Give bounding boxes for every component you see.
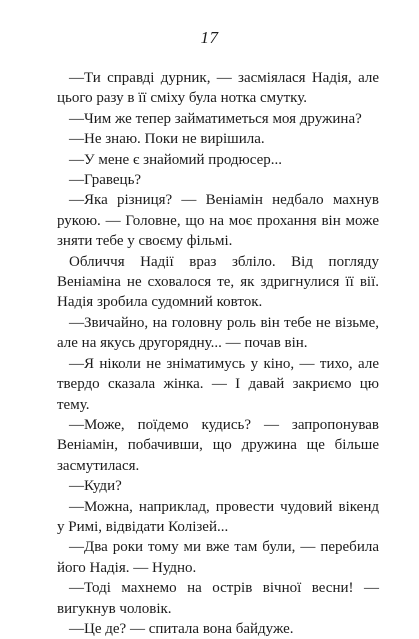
- paragraph: —Куди?: [69, 478, 122, 495]
- paragraph: —Чим же тепер займатиметься моя дружина?: [69, 110, 362, 127]
- paragraph: —Ти справді дурник, — засміялася Надія, але цього разу в її сміху була нотка смутку.: [57, 70, 379, 107]
- paragraph: —Не знаю. Поки не вирішила.: [69, 131, 265, 148]
- paragraph: —Яка різниця? — Веніамін недбало махнув рукою. — Головне, що на моє прохання він може зняти тебе у своєму фільмі.: [57, 192, 379, 250]
- paragraph: —Два роки тому ми вже там були, — перебила його Надія. — Нудно.: [57, 539, 379, 576]
- page-number: 17: [200, 28, 219, 47]
- page-body: [57, 68, 379, 639]
- paragraph: —Це де? — спитала вона байдуже.: [69, 620, 294, 637]
- paragraph: —Звичайно, на головну роль він тебе не візьме, але на якусь другорядну... — почав він.: [57, 314, 379, 352]
- paragraph: Обличчя Надії враз збліло. Від погляду Веніаміна не сховалося те, як здригнулися її вії. Надія зробила судомний ковток.: [57, 253, 379, 311]
- paragraph: —Може, поїдемо кудись? — запропонував Веніамін, побачивши, що дружина ще більше засмутилася.: [57, 416, 379, 474]
- paragraph: —Гравець?: [69, 172, 142, 189]
- paragraph: —Я ніколи не зніматимусь у кіно, — тихо, але твердо сказала жінка. — І давай закриємо цю тему.: [57, 355, 379, 413]
- paragraph: —Можна, наприклад, провести чудовий вікенд у Римі, відвідати Колізей...: [57, 498, 379, 535]
- paragraph: —У мене є знайомий продюсер...: [69, 151, 282, 168]
- paragraph: —Тоді махнемо на острів вічної весни! — вигукнув чоловік.: [57, 580, 379, 617]
